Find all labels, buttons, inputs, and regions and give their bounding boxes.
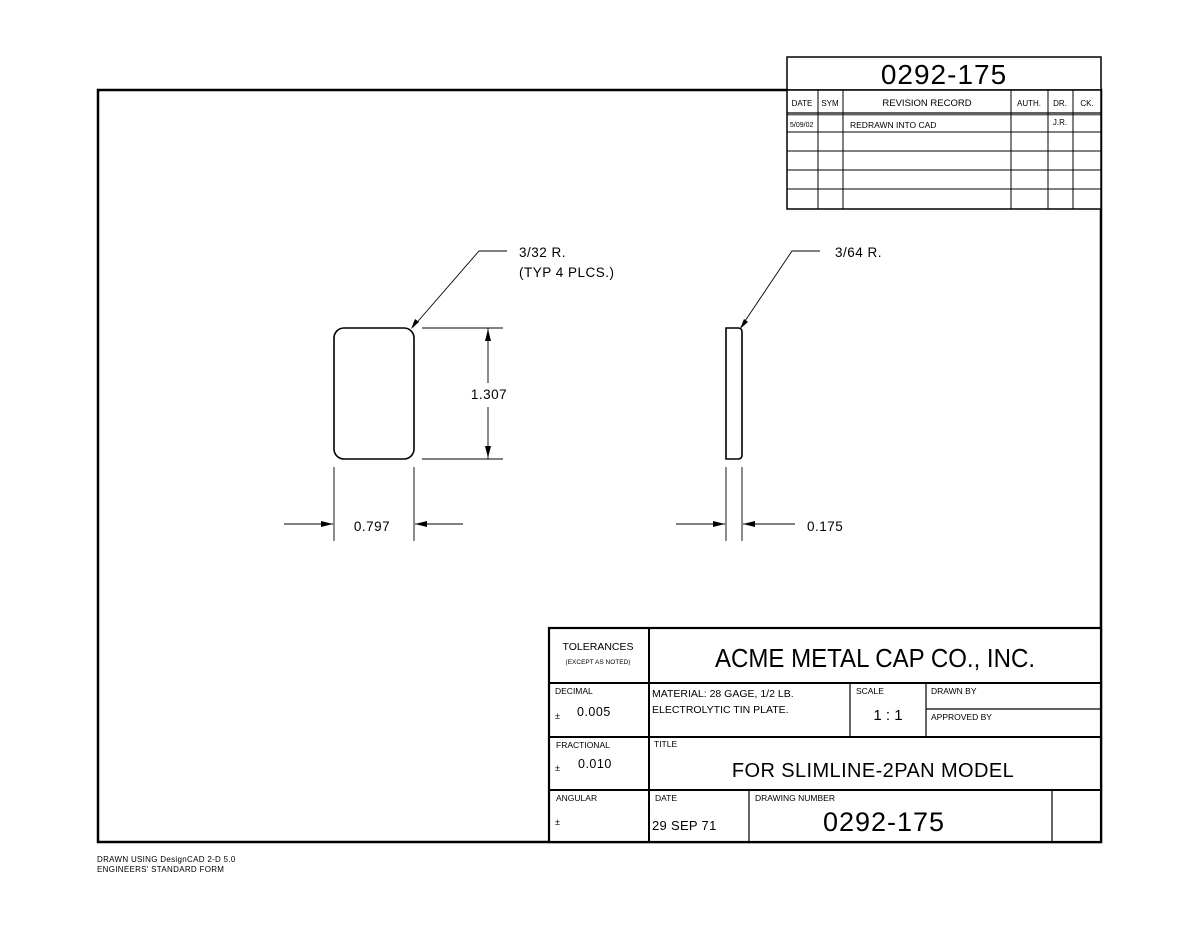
drawing-number-value: 0292-175 (822, 807, 946, 837)
date-label: DATE (655, 793, 678, 803)
side-radius-leader (740, 251, 820, 329)
side-view-outline (726, 328, 742, 459)
side-radius-label: 3/64 R. (835, 245, 883, 260)
footer-software-note: DRAWN USING DesignCAD 2-D 5.0 (97, 855, 236, 864)
front-radius-leader (411, 251, 507, 329)
thickness-dimension (676, 467, 795, 541)
width-arrow-right (415, 521, 427, 527)
thickness-arrow-right (743, 521, 755, 527)
width-arrow-left (321, 521, 333, 527)
front-view-outline (334, 328, 414, 459)
height-arrow-top (485, 329, 491, 341)
height-arrow-bottom (485, 446, 491, 458)
fractional-value: 0.010 (578, 757, 612, 771)
thickness-arrow-left (713, 521, 725, 527)
title-label: TITLE (654, 739, 678, 749)
decimal-label: DECIMAL (555, 686, 593, 696)
fractional-plus-minus: ± (555, 763, 560, 773)
tolerances-note: (EXCEPT AS NOTED) (565, 659, 631, 666)
approved-by-label: APPROVED BY (931, 712, 992, 722)
material-line2: ELECTROLYTIC TIN PLATE. (652, 704, 789, 716)
angular-plus-minus: ± (555, 817, 560, 827)
revision-record-table (787, 90, 1101, 209)
rev-header-dr: DR. (1053, 99, 1067, 108)
rev-header-ck: CK. (1080, 99, 1094, 108)
width-dimension-value: 0.797 (353, 519, 391, 534)
date-value: 29 SEP 71 (652, 818, 717, 833)
title-value: FOR SLIMLINE-2PAN MODEL (731, 760, 1015, 782)
rev-header-date: DATE (791, 99, 813, 108)
company-name: ACME METAL CAP CO., INC. (715, 643, 1035, 673)
front-radius-label: 3/32 R. (519, 245, 567, 260)
drawn-by-label: DRAWN BY (931, 686, 977, 696)
tolerances-label: TOLERANCES (562, 641, 634, 653)
rev-header-sym: SYM (821, 99, 839, 108)
front-radius-note: (TYP 4 PLCS.) (519, 265, 615, 280)
rev-row-dr: J.R. (1052, 118, 1068, 127)
rev-row-record: REDRAWN INTO CAD (850, 120, 937, 130)
decimal-value: 0.005 (577, 705, 611, 719)
rev-header-record: REVISION RECORD (882, 98, 972, 109)
footer-form-note: ENGINEERS' STANDARD FORM (97, 865, 225, 874)
scale-value: 1 : 1 (873, 707, 903, 724)
thickness-dimension-value: 0.175 (807, 519, 844, 534)
top-drawing-number: 0292-175 (880, 59, 1008, 90)
angular-label: ANGULAR (556, 793, 598, 803)
scale-label: SCALE (856, 686, 884, 696)
rev-header-auth: AUTH. (1017, 99, 1041, 108)
material-line1: MATERIAL: 28 GAGE, 1/2 LB. (652, 688, 794, 700)
fractional-label: FRACTIONAL (556, 740, 610, 750)
height-dimension-value: 1.307 (470, 387, 508, 402)
rev-row-date: 5/09/02 (790, 122, 814, 129)
drawing-number-label: DRAWING NUMBER (755, 793, 835, 803)
decimal-plus-minus: ± (555, 711, 560, 721)
